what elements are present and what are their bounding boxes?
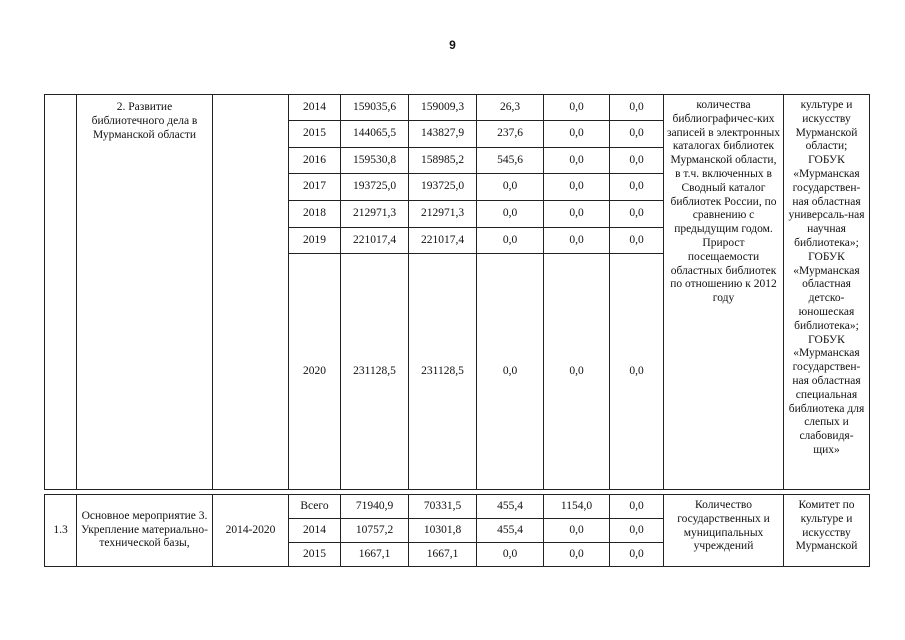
local-budget-cell: 0,0 (544, 543, 610, 567)
total-cell: 71940,9 (341, 495, 409, 519)
program-budget-table (44, 94, 870, 567)
regional-budget-cell: 10301,8 (409, 519, 477, 543)
other-sources-cell: 0,0 (610, 201, 664, 228)
federal-budget-cell: 545,6 (477, 148, 544, 174)
executor-cell: Комитет по культуре и искусству Мурманской (784, 495, 870, 567)
subprogram-name: 2. Развитие библиотечного дела в Мурманской области (77, 95, 213, 490)
local-budget-cell: 0,0 (544, 95, 610, 121)
executor-cell: культуре и искусству Мурманской области; ГОБУК «Мурманская государствен-ная областная универсаль-ная научная библиотека»; ГОБУК «Мурманская областная детско-юношеская библиотека»; ГОБУК «Мурманская государствен-ная областная специальная библиотека для слепых и слабовидя-щих» (784, 95, 870, 490)
federal-budget-cell: 237,6 (477, 121, 544, 148)
year-cell: Всего (289, 495, 341, 519)
other-sources-cell: 0,0 (610, 495, 664, 519)
regional-budget-cell: 1667,1 (409, 543, 477, 567)
regional-budget-cell: 193725,0 (409, 174, 477, 201)
local-budget-cell: 1154,0 (544, 495, 610, 519)
total-cell: 144065,5 (341, 121, 409, 148)
local-budget-cell: 0,0 (544, 201, 610, 228)
regional-budget-cell: 231128,5 (409, 254, 477, 490)
regional-budget-cell: 158985,2 (409, 148, 477, 174)
total-cell: 1667,1 (341, 543, 409, 567)
year-cell: 2020 (289, 254, 341, 490)
federal-budget-cell: 0,0 (477, 543, 544, 567)
indicator-cell: количества библиографичес-ких записей в электронных каталогах библиотек Мурманской области, в т.ч. включенных в Сводный каталог библиотек России, по сравнению с предыдущим годом. Прирост посещаемости областных библиотек по отношению к 2012 году (664, 95, 784, 490)
regional-budget-cell: 70331,5 (409, 495, 477, 519)
regional-budget-cell: 143827,9 (409, 121, 477, 148)
total-cell: 193725,0 (341, 174, 409, 201)
row-number-cell (45, 95, 77, 490)
indicator-cell: Количество государственных и муниципальных учреждений (664, 495, 784, 567)
other-sources-cell: 0,0 (610, 254, 664, 490)
federal-budget-cell: 455,4 (477, 495, 544, 519)
federal-budget-cell: 455,4 (477, 519, 544, 543)
local-budget-cell: 0,0 (544, 174, 610, 201)
local-budget-cell: 0,0 (544, 228, 610, 254)
total-cell: 159530,8 (341, 148, 409, 174)
total-cell: 10757,2 (341, 519, 409, 543)
federal-budget-cell: 26,3 (477, 95, 544, 121)
local-budget-cell: 0,0 (544, 519, 610, 543)
table-row (45, 95, 870, 121)
year-cell: 2016 (289, 148, 341, 174)
row-number-cell: 1.3 (45, 495, 77, 567)
year-cell: 2019 (289, 228, 341, 254)
regional-budget-cell: 159009,3 (409, 95, 477, 121)
year-cell: 2015 (289, 121, 341, 148)
period-cell (213, 95, 289, 490)
other-sources-cell: 0,0 (610, 95, 664, 121)
page-number: 9 (449, 38, 456, 52)
regional-budget-cell: 221017,4 (409, 228, 477, 254)
regional-budget-cell: 212971,3 (409, 201, 477, 228)
table-row (45, 495, 870, 519)
other-sources-cell: 0,0 (610, 174, 664, 201)
year-cell: 2014 (289, 519, 341, 543)
other-sources-cell: 0,0 (610, 121, 664, 148)
other-sources-cell: 0,0 (610, 228, 664, 254)
federal-budget-cell: 0,0 (477, 254, 544, 490)
federal-budget-cell: 0,0 (477, 174, 544, 201)
year-cell: 2015 (289, 543, 341, 567)
federal-budget-cell: 0,0 (477, 228, 544, 254)
local-budget-cell: 0,0 (544, 148, 610, 174)
total-cell: 212971,3 (341, 201, 409, 228)
period-cell: 2014-2020 (213, 495, 289, 567)
year-cell: 2014 (289, 95, 341, 121)
total-cell: 231128,5 (341, 254, 409, 490)
other-sources-cell: 0,0 (610, 519, 664, 543)
activity-name: Основное мероприятие 3. Укрепление материально-технической базы, (77, 495, 213, 567)
federal-budget-cell: 0,0 (477, 201, 544, 228)
local-budget-cell: 0,0 (544, 121, 610, 148)
year-cell: 2017 (289, 174, 341, 201)
total-cell: 221017,4 (341, 228, 409, 254)
total-cell: 159035,6 (341, 95, 409, 121)
other-sources-cell: 0,0 (610, 148, 664, 174)
local-budget-cell: 0,0 (544, 254, 610, 490)
year-cell: 2018 (289, 201, 341, 228)
other-sources-cell: 0,0 (610, 543, 664, 567)
